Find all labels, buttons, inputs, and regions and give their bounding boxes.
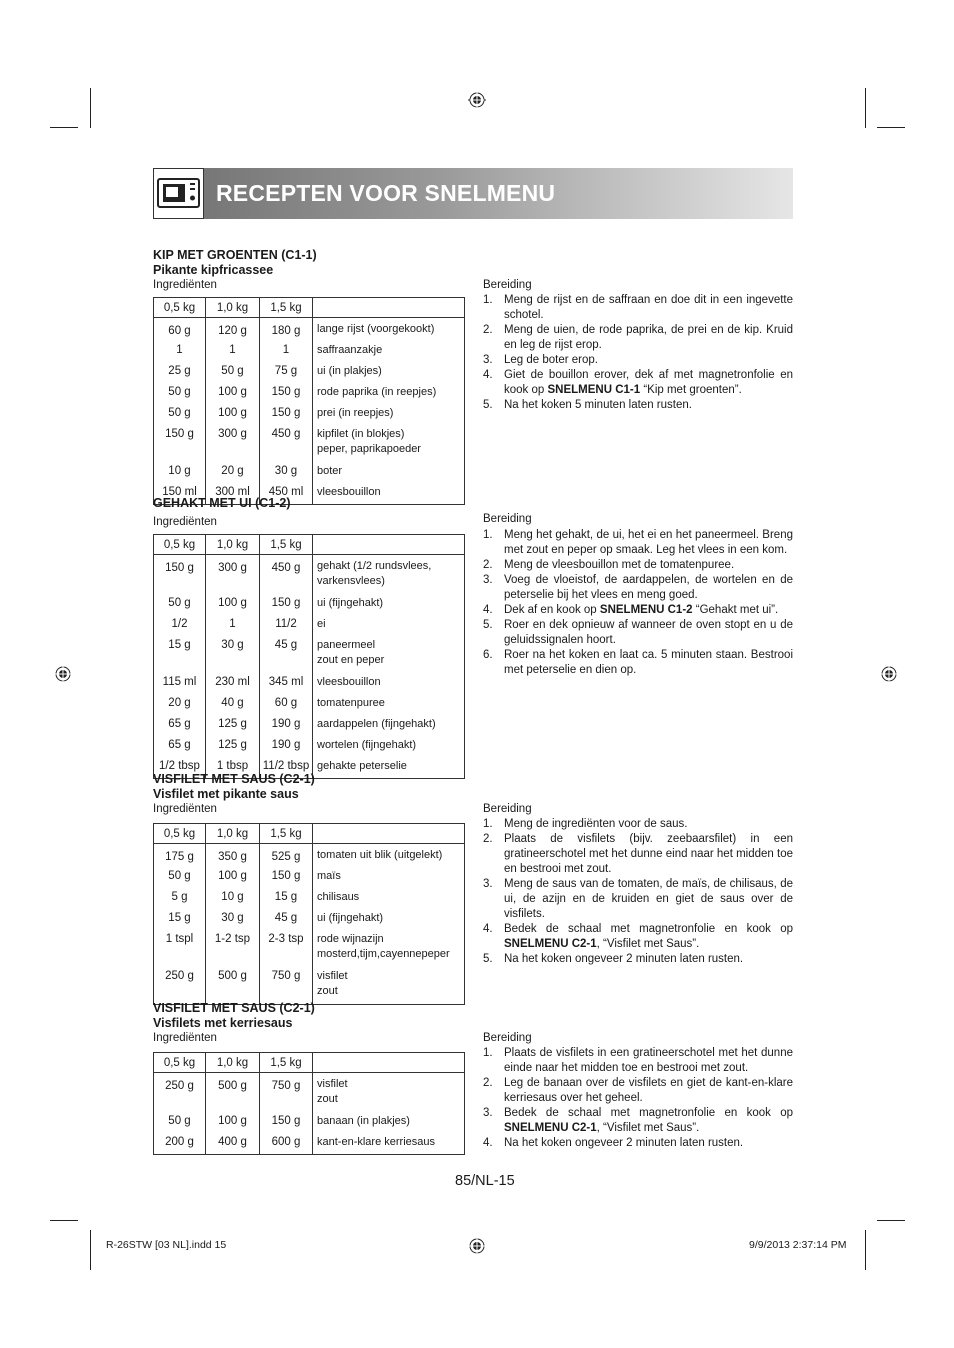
crop-mark xyxy=(877,1220,905,1221)
table-row xyxy=(154,909,465,930)
preparation-label: Bereiding xyxy=(483,803,532,815)
column-header: 1,5 kg xyxy=(260,824,313,844)
ingredient-name: banaan (in plakjes) xyxy=(313,1112,465,1133)
crop-mark xyxy=(865,1230,866,1270)
preparation-step xyxy=(483,1046,793,1076)
crop-mark xyxy=(50,127,78,128)
ingredient-amount: 50 g xyxy=(154,594,206,615)
ingredient-name: chilisaus xyxy=(313,888,465,909)
step-number: 3. xyxy=(483,574,493,586)
ingredient-amount: 1-2 tsp xyxy=(206,930,260,967)
ingredient-amount: 11/2 tbsp xyxy=(260,757,313,779)
ingredient-amount: 1 xyxy=(206,615,260,636)
table-row xyxy=(154,318,465,342)
column-header: 1,5 kg xyxy=(260,298,313,318)
ingredient-amount: 1 xyxy=(154,341,206,362)
preparation-steps xyxy=(483,528,793,678)
step-text: Roer en dek opnieuw af wanneer de oven stopt en u de geluidssignalen hoort. xyxy=(504,619,793,646)
table-row xyxy=(154,867,465,888)
ingredient-amount: 230 ml xyxy=(206,673,260,694)
ingredients-table xyxy=(153,1052,465,1155)
ingredient-name: visfilet zout xyxy=(313,1073,465,1113)
step-text: Na het koken ongeveer 2 minuten laten rusten. xyxy=(504,953,744,965)
preparation-label: Bereiding xyxy=(483,1032,532,1044)
ingredient-amount: 175 g xyxy=(154,844,206,868)
ingredient-amount: 300 g xyxy=(206,425,260,462)
ingredient-name: lange rijst (voorgekookt) xyxy=(313,318,465,342)
step-number: 2. xyxy=(483,833,493,845)
step-text: Meng de saus van de tomaten, de maïs, de chilisaus, de ui, de azijn en de kruiden en giet de saus over de visfilets. xyxy=(504,878,793,920)
preparation-step xyxy=(483,618,793,648)
step-number: 1. xyxy=(483,294,493,306)
table-row xyxy=(154,341,465,362)
table-row xyxy=(154,362,465,383)
table-row xyxy=(154,736,465,757)
preparation-step xyxy=(483,398,793,413)
ingredient-name: ui (in plakjes) xyxy=(313,362,465,383)
ingredient-amount: 150 g xyxy=(154,555,206,595)
column-header: 0,5 kg xyxy=(154,1053,206,1073)
ingredient-amount: 75 g xyxy=(260,362,313,383)
ingredient-amount: 125 g xyxy=(206,736,260,757)
ingredient-name: vleesbouillon xyxy=(313,673,465,694)
ingredient-name: tomaten uit blik (uitgelekt) xyxy=(313,844,465,868)
ingredient-amount: 250 g xyxy=(154,1073,206,1113)
ingredient-amount: 1 xyxy=(260,341,313,362)
table-row xyxy=(154,673,465,694)
table-row xyxy=(154,930,465,967)
ingredient-name: ui (fijngehakt) xyxy=(313,909,465,930)
ingredient-name: ei xyxy=(313,615,465,636)
ingredient-name: saffraanzakje xyxy=(313,341,465,362)
ingredient-amount: 45 g xyxy=(260,909,313,930)
ingredient-amount: 50 g xyxy=(154,1112,206,1133)
table-row xyxy=(154,1133,465,1155)
ingredient-amount: 40 g xyxy=(206,694,260,715)
recipe-title: VISFILET MET SAUS (C2-1) xyxy=(153,772,315,786)
ingredient-amount: 50 g xyxy=(154,404,206,425)
ingredient-amount: 60 g xyxy=(260,694,313,715)
ingredient-amount: 50 g xyxy=(206,362,260,383)
table-row xyxy=(154,1112,465,1133)
ingredient-amount: 65 g xyxy=(154,715,206,736)
crop-mark xyxy=(877,127,905,128)
step-text: Meng de ingrediënten voor de saus. xyxy=(504,818,688,830)
step-number: 6. xyxy=(483,649,493,661)
table-header-row xyxy=(154,824,465,844)
step-text: Leg de banaan over de visfilets en giet de kant-en-klare kerriesaus over het geheel. xyxy=(504,1077,793,1104)
ingredient-name: aardappelen (fijngehakt) xyxy=(313,715,465,736)
ingredient-amount: 200 g xyxy=(154,1133,206,1155)
ingredient-amount: 190 g xyxy=(260,715,313,736)
ingredient-amount: 150 ml xyxy=(154,483,206,505)
step-number: 5. xyxy=(483,399,493,411)
step-text: Plaats de visfilets (bijv. zeebaarsfilet) in een gratineerschotel met het dunne eind naar het midden toe en bestrooi met zout. xyxy=(504,833,793,875)
ingredient-amount: 125 g xyxy=(206,715,260,736)
ingredients-label: Ingrediënten xyxy=(153,803,217,815)
step-text: Voeg de vloeistof, de aardappelen, de wortelen en de peterselie bij het vlees en meng goed. xyxy=(504,574,793,601)
ingredient-amount: 1/2 xyxy=(154,615,206,636)
ingredient-amount: 450 g xyxy=(260,555,313,595)
step-text: Giet de bouillon erover, dek af met magnetronfolie en kook op SNELMENU C1-1 “Kip met groenten”. xyxy=(504,369,793,396)
ingredient-amount: 10 g xyxy=(206,888,260,909)
step-text: Meng de vleesbouillon met de tomatenpuree. xyxy=(504,559,735,571)
preparation-step xyxy=(483,922,793,952)
ingredient-amount: 750 g xyxy=(260,1073,313,1113)
table-row xyxy=(154,694,465,715)
step-number: 3. xyxy=(483,354,493,366)
step-number: 2. xyxy=(483,324,493,336)
step-text: Plaats de visfilets in een gratineerschotel met het dunne einde naar het midden toe en bestrooi met zout. xyxy=(504,1047,793,1074)
table-row xyxy=(154,555,465,595)
step-number: 3. xyxy=(483,878,493,890)
ingredient-name: ui (fijngehakt) xyxy=(313,594,465,615)
ingredient-amount: 250 g xyxy=(154,967,206,1005)
preparation-label: Bereiding xyxy=(483,513,532,525)
ingredient-amount: 20 g xyxy=(154,694,206,715)
table-row xyxy=(154,594,465,615)
column-header: 1,5 kg xyxy=(260,535,313,555)
ingredient-amount: 5 g xyxy=(154,888,206,909)
column-header xyxy=(313,824,465,844)
step-text: Bedek de schaal met magnetronfolie en kook op SNELMENU C2-1, “Visfilet met Saus”. xyxy=(504,923,793,950)
preparation-step xyxy=(483,1076,793,1106)
ingredient-amount: 500 g xyxy=(206,967,260,1005)
preparation-step xyxy=(483,817,793,832)
step-text: Meng het gehakt, de ui, het ei en het paneermeel. Breng met zout en peper op smaak. Leg het vlees in een kom. xyxy=(504,529,793,556)
ingredient-amount: 525 g xyxy=(260,844,313,868)
crop-mark xyxy=(865,88,866,128)
step-number: 4. xyxy=(483,1137,493,1149)
step-number: 5. xyxy=(483,953,493,965)
ingredient-amount: 100 g xyxy=(206,404,260,425)
ingredient-name: paneermeel zout en peper xyxy=(313,636,465,673)
ingredient-name: gehakt (1/2 rundsvlees, varkensvlees) xyxy=(313,555,465,595)
preparation-step xyxy=(483,603,793,618)
ingredients-label: Ingrediënten xyxy=(153,516,217,528)
column-header xyxy=(313,298,465,318)
preparation-step xyxy=(483,368,793,398)
registration-mark-icon xyxy=(880,665,898,683)
crop-mark xyxy=(50,1220,78,1221)
ingredients-table xyxy=(153,297,465,505)
ingredient-name: boter xyxy=(313,462,465,483)
preparation-step xyxy=(483,558,793,573)
ingredient-amount: 50 g xyxy=(154,383,206,404)
recipe-title: VISFILET MET SAUS (C2-1) xyxy=(153,1001,315,1015)
preparation-step xyxy=(483,1106,793,1136)
footer-file-info: R-26STW [03 NL].indd 15 xyxy=(106,1239,227,1251)
column-header: 0,5 kg xyxy=(154,535,206,555)
recipe-title: GEHAKT MET UI (C1-2) xyxy=(153,496,291,510)
ingredients-table xyxy=(153,534,465,779)
table-row xyxy=(154,383,465,404)
footer-timestamp: 9/9/2013 2:37:14 PM xyxy=(749,1239,847,1251)
ingredient-name: visfilet zout xyxy=(313,967,465,1005)
table-header-row xyxy=(154,298,465,318)
ingredient-amount: 1 xyxy=(206,341,260,362)
crop-mark xyxy=(90,88,91,128)
microwave-icon xyxy=(153,168,204,219)
table-row xyxy=(154,715,465,736)
ingredient-amount: 30 g xyxy=(206,636,260,673)
ingredient-name: kipfilet (in blokjes) peper, paprikapoeder xyxy=(313,425,465,462)
step-text: Leg de boter erop. xyxy=(504,354,598,366)
ingredient-amount: 450 g xyxy=(260,425,313,462)
column-header: 1,0 kg xyxy=(206,298,260,318)
step-text: Na het koken ongeveer 2 minuten laten rusten. xyxy=(504,1137,744,1149)
recipe-title: KIP MET GROENTEN (C1-1) xyxy=(153,248,317,262)
preparation-steps xyxy=(483,817,793,967)
column-header xyxy=(313,535,465,555)
ingredient-amount: 300 ml xyxy=(206,483,260,505)
ingredient-amount: 350 g xyxy=(206,844,260,868)
page-number: 85/NL-15 xyxy=(455,1173,515,1189)
step-number: 1. xyxy=(483,818,493,830)
preparation-step xyxy=(483,353,793,368)
ingredient-amount: 150 g xyxy=(154,425,206,462)
ingredient-amount: 150 g xyxy=(260,867,313,888)
recipe-subtitle: Visfilet met pikante saus xyxy=(153,787,299,801)
ingredient-amount: 45 g xyxy=(260,636,313,673)
ingredient-amount: 150 g xyxy=(260,383,313,404)
recipe-subtitle: Visfilets met kerriesaus xyxy=(153,1016,293,1030)
step-number: 4. xyxy=(483,923,493,935)
ingredient-amount: 30 g xyxy=(206,909,260,930)
ingredient-amount: 500 g xyxy=(206,1073,260,1113)
ingredient-amount: 1 tbsp xyxy=(206,757,260,779)
table-row xyxy=(154,1073,465,1113)
ingredient-amount: 10 g xyxy=(154,462,206,483)
page-title: RECEPTEN VOOR SNELMENU xyxy=(216,180,556,206)
step-text: Bedek de schaal met magnetronfolie en kook op SNELMENU C2-1, “Visfilet met Saus”. xyxy=(504,1107,793,1134)
preparation-step xyxy=(483,293,793,323)
step-number: 5. xyxy=(483,619,493,631)
preparation-steps xyxy=(483,293,793,413)
table-row xyxy=(154,636,465,673)
column-header: 1,5 kg xyxy=(260,1053,313,1073)
step-text: Roer na het koken en laat ca. 5 minuten staan. Bestrooi met peterselie en dien op. xyxy=(504,649,793,676)
step-number: 4. xyxy=(483,369,493,381)
ingredient-amount: 750 g xyxy=(260,967,313,1005)
step-number: 1. xyxy=(483,1047,493,1059)
ingredient-name: rode wijnazijn mosterd,tijm,cayennepeper xyxy=(313,930,465,967)
ingredient-amount: 115 ml xyxy=(154,673,206,694)
ingredient-amount: 11/2 xyxy=(260,615,313,636)
ingredient-amount: 50 g xyxy=(154,867,206,888)
column-header: 0,5 kg xyxy=(154,298,206,318)
ingredient-name: kant-en-klare kerriesaus xyxy=(313,1133,465,1155)
preparation-step xyxy=(483,952,793,967)
ingredient-name: gehakte peterselie xyxy=(313,757,465,779)
table-row xyxy=(154,425,465,462)
ingredient-amount: 150 g xyxy=(260,1112,313,1133)
ingredient-amount: 300 g xyxy=(206,555,260,595)
column-header xyxy=(313,1053,465,1073)
step-text: Meng de rijst en de saffraan en doe dit in een ingevette schotel. xyxy=(504,294,793,321)
ingredient-name: prei (in reepjes) xyxy=(313,404,465,425)
table-row xyxy=(154,844,465,868)
preparation-step xyxy=(483,648,793,678)
ingredient-amount: 15 g xyxy=(154,636,206,673)
ingredient-amount: 100 g xyxy=(206,1112,260,1133)
ingredient-amount: 400 g xyxy=(206,1133,260,1155)
ingredient-amount: 1 tspl xyxy=(154,930,206,967)
table-header-row xyxy=(154,535,465,555)
recipe-subtitle: Pikante kipfricassee xyxy=(153,263,274,277)
ingredient-amount: 15 g xyxy=(154,909,206,930)
ingredient-amount: 100 g xyxy=(206,383,260,404)
ingredient-amount: 65 g xyxy=(154,736,206,757)
ingredient-name: tomatenpuree xyxy=(313,694,465,715)
step-number: 3. xyxy=(483,1107,493,1119)
preparation-step xyxy=(483,832,793,877)
ingredient-amount: 120 g xyxy=(206,318,260,342)
ingredient-amount: 25 g xyxy=(154,362,206,383)
preparation-step xyxy=(483,573,793,603)
column-header: 1,0 kg xyxy=(206,824,260,844)
ingredient-name: rode paprika (in reepjes) xyxy=(313,383,465,404)
table-row xyxy=(154,967,465,1005)
table-row xyxy=(154,404,465,425)
ingredient-amount: 2-3 tsp xyxy=(260,930,313,967)
step-number: 2. xyxy=(483,559,493,571)
preparation-step xyxy=(483,528,793,558)
ingredients-label: Ingrediënten xyxy=(153,279,217,291)
preparation-label: Bereiding xyxy=(483,279,532,291)
ingredient-amount: 150 g xyxy=(260,594,313,615)
registration-mark-icon xyxy=(468,1237,486,1255)
step-number: 2. xyxy=(483,1077,493,1089)
ingredient-amount: 100 g xyxy=(206,594,260,615)
ingredient-amount: 190 g xyxy=(260,736,313,757)
table-header-row xyxy=(154,1053,465,1073)
ingredient-amount: 20 g xyxy=(206,462,260,483)
registration-mark-icon xyxy=(468,91,486,109)
ingredient-name: maïs xyxy=(313,867,465,888)
step-number: 1. xyxy=(483,529,493,541)
ingredient-amount: 150 g xyxy=(260,404,313,425)
table-row xyxy=(154,615,465,636)
ingredient-amount: 30 g xyxy=(260,462,313,483)
preparation-step xyxy=(483,323,793,353)
preparation-steps xyxy=(483,1046,793,1151)
step-text: Na het koken 5 minuten laten rusten. xyxy=(504,399,692,411)
table-row xyxy=(154,462,465,483)
preparation-step xyxy=(483,877,793,922)
preparation-step xyxy=(483,1136,793,1151)
crop-mark xyxy=(90,1230,91,1270)
ingredient-name: wortelen (fijngehakt) xyxy=(313,736,465,757)
column-header: 1,0 kg xyxy=(206,535,260,555)
table-row xyxy=(154,888,465,909)
ingredients-label: Ingrediënten xyxy=(153,1032,217,1044)
ingredient-amount: 345 ml xyxy=(260,673,313,694)
ingredient-amount: 60 g xyxy=(154,318,206,342)
step-text: Meng de uien, de rode paprika, de prei en de kip. Kruid en leg de rijst erop. xyxy=(504,324,793,351)
ingredients-table xyxy=(153,823,465,1005)
ingredient-name: vleesbouillon xyxy=(313,483,465,505)
step-text: Dek af en kook op SNELMENU C1-2 “Gehakt met ui”. xyxy=(504,604,779,616)
column-header: 0,5 kg xyxy=(154,824,206,844)
registration-mark-icon xyxy=(54,665,72,683)
ingredient-amount: 100 g xyxy=(206,867,260,888)
ingredient-amount: 15 g xyxy=(260,888,313,909)
ingredient-amount: 180 g xyxy=(260,318,313,342)
ingredient-amount: 1/2 tbsp xyxy=(154,757,206,779)
column-header: 1,0 kg xyxy=(206,1053,260,1073)
ingredient-amount: 600 g xyxy=(260,1133,313,1155)
ingredient-amount: 450 ml xyxy=(260,483,313,505)
step-number: 4. xyxy=(483,604,493,616)
